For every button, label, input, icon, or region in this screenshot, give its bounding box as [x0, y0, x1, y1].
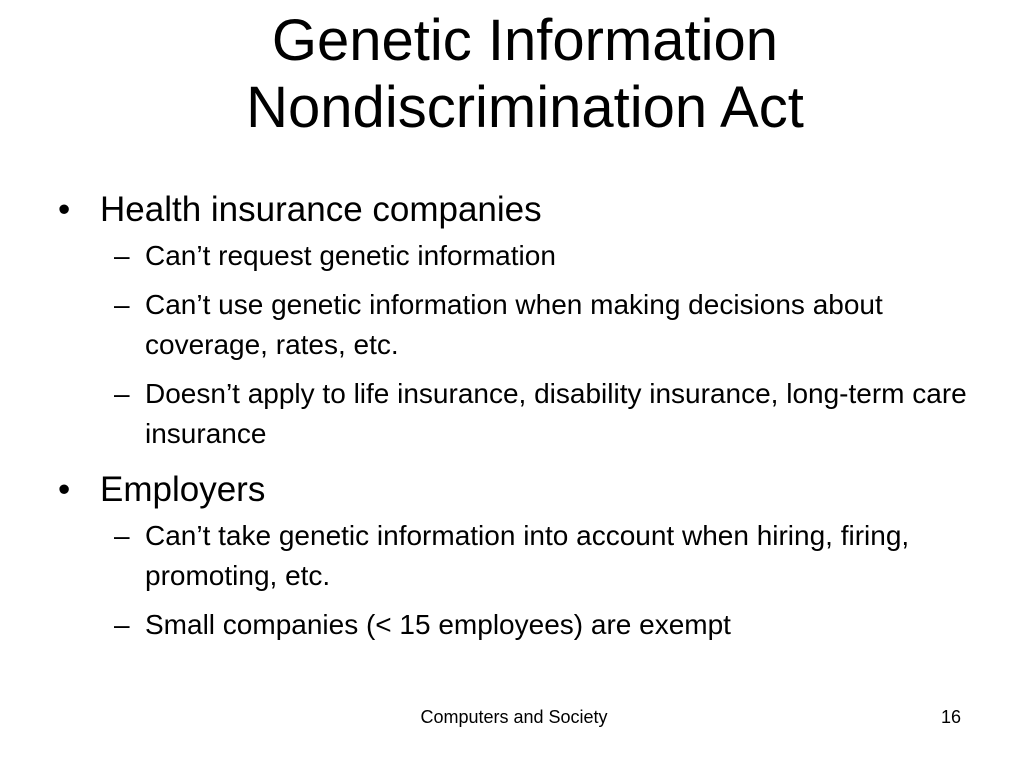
bullet-text: Employers [100, 470, 266, 509]
sub-bullet-item [58, 516, 978, 596]
slide-body [58, 186, 978, 657]
sub-bullet-item [58, 236, 978, 276]
bullet-item [58, 466, 978, 514]
page-number: 16 [940, 707, 961, 727]
sub-bullet-text: Can’t take genetic information into account when hiring, firing, promoting, etc. [145, 520, 910, 591]
sub-bullet-item [58, 285, 978, 365]
sub-bullet-text: Can’t use genetic information when making decisions about coverage, rates, etc. [145, 289, 883, 360]
footer-title: Computers and Society [420, 707, 608, 727]
dash-icon: – [114, 520, 130, 551]
dash-icon: – [114, 378, 130, 409]
bullet-icon: • [58, 190, 71, 229]
slide-title-line-2: Nondiscrimination Act [246, 74, 804, 140]
sub-bullet-text: Can’t request genetic information [145, 240, 556, 271]
dash-icon: – [114, 289, 130, 320]
sub-bullet-text: Small companies (< 15 employees) are exempt [145, 609, 731, 640]
sub-bullet-item [58, 605, 978, 645]
dash-icon: – [114, 609, 130, 640]
sub-bullet-list [58, 516, 978, 645]
sub-bullet-list [58, 236, 978, 454]
sub-bullet-text: Doesn’t apply to life insurance, disability insurance, long-term care insurance [145, 378, 967, 449]
slide-title [0, 8, 1024, 141]
bullet-icon: • [58, 470, 71, 509]
sub-bullet-item [58, 374, 978, 454]
slide-title-line-1: Genetic Information [271, 8, 779, 73]
dash-icon: – [114, 240, 130, 271]
bullet-text: Health insurance companies [100, 190, 542, 229]
bullet-item [58, 186, 978, 234]
